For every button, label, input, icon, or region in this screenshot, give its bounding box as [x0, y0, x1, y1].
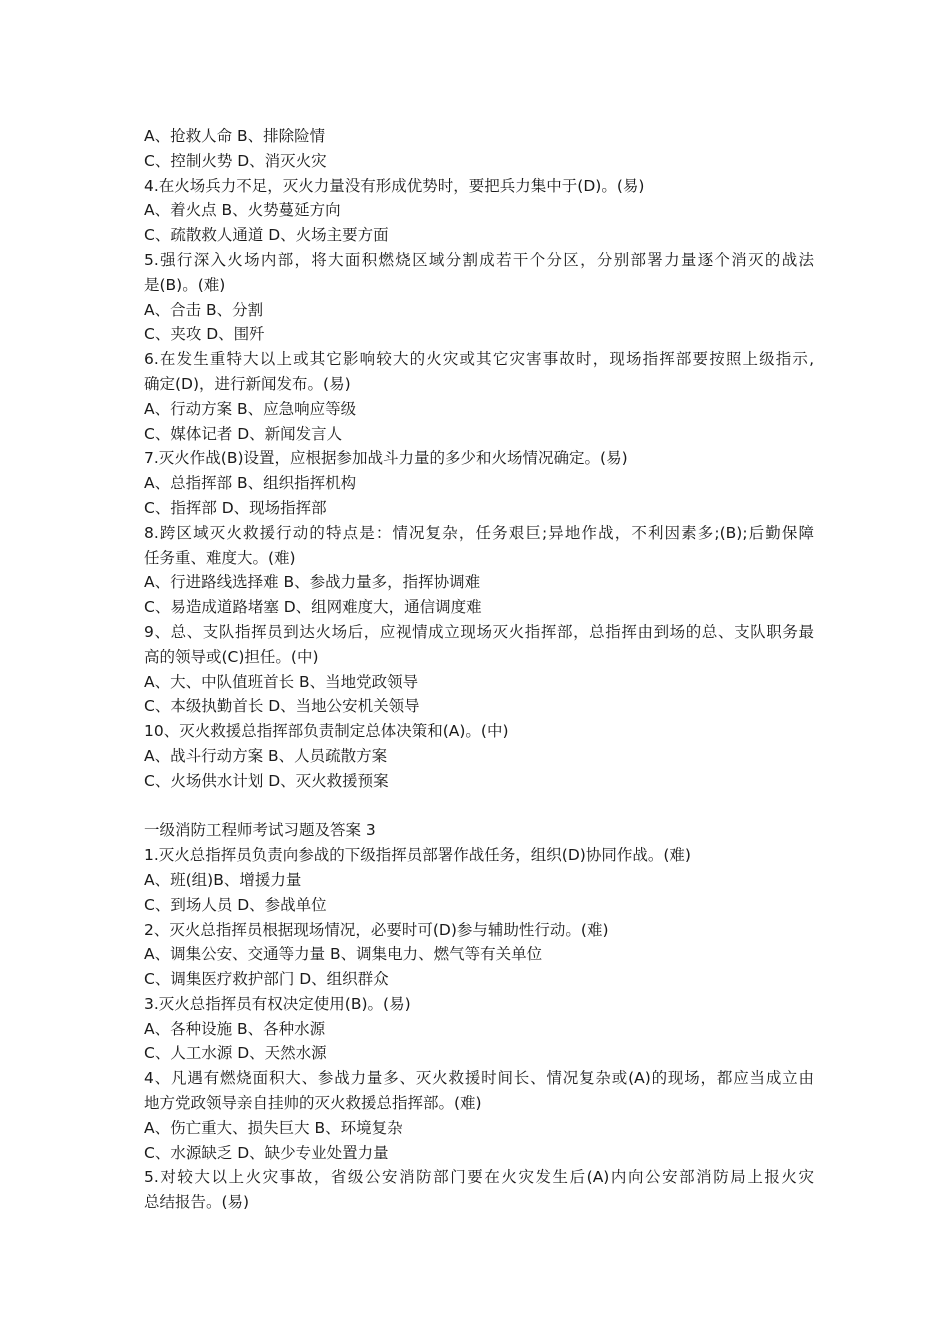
- question-line: 5.强行深入火场内部，将大面积燃烧区域分割成若干个分区，分别部署力量逐个消灭的战法: [144, 250, 814, 269]
- text-line: C、火场供水计划 D、灭火救援预案: [144, 771, 389, 790]
- question-line: 地方党政领导亲自挂帅的灭火救援总指挥部。(难): [144, 1094, 482, 1113]
- question-line: 是(B)。(难): [144, 275, 226, 294]
- question-line: 确定(D)，进行新闻发布。(易): [144, 374, 351, 393]
- question-line: 高的领导或(C)担任。(中): [144, 647, 319, 666]
- text-line: A、行动方案 B、应急响应等级: [144, 399, 357, 418]
- question-line: 10、灭火救援总指挥部负责制定总体决策和(A)。(中): [144, 722, 509, 741]
- text-line: C、人工水源 D、天然水源: [144, 1044, 327, 1063]
- question-line: 7.灭火作战(B)设置，应根据参加战斗力量的多少和火场情况确定。(易): [144, 449, 628, 468]
- text-line: C、调集医疗救护部门 D、组织群众: [144, 970, 389, 989]
- text-line: A、合击 B、分割: [144, 300, 264, 319]
- text-line: C、水源缺乏 D、缺少专业处置力量: [144, 1143, 389, 1162]
- text-line: A、战斗行动方案 B、人员疏散方案: [144, 746, 388, 765]
- question-line: 总结报告。(易): [144, 1193, 250, 1212]
- text-line: A、总指挥部 B、组织指挥机构: [144, 474, 357, 493]
- text-line: C、媒体记者 D、新闻发言人: [144, 424, 343, 443]
- section-heading: 一级消防工程师考试习题及答案 3: [144, 821, 376, 840]
- text-line: C、控制火势 D、消灭火灾: [144, 151, 327, 170]
- question-line: 4、凡遇有燃烧面积大、参战力量多、灭火救援时间长、情况复杂或(A)的现场，都应当成立由: [144, 1069, 814, 1088]
- question-line: 1.灭火总指挥员负责向参战的下级指挥员部署作战任务，组织(D)协同作战。(难): [144, 846, 691, 865]
- question-line: 9、总、支队指挥员到达火场后，应视情成立现场灭火指挥部，总指挥由到场的总、支队职务最: [144, 622, 814, 641]
- blank-line: [144, 794, 814, 819]
- text-line: C、到场人员 D、参战单位: [144, 895, 327, 914]
- question-line: 6.在发生重特大以上或其它影响较大的火灾或其它灾害事故时，现场指挥部要按照上级指示,: [144, 350, 814, 369]
- text-line: A、抢救人命 B、排除险情: [144, 127, 326, 145]
- text-line: C、本级执勤首长 D、当地公安机关领导: [144, 697, 420, 716]
- text-line: C、夹攻 D、围歼: [144, 325, 265, 344]
- question-line: 4.在火场兵力不足，灭火力量没有形成优势时，要把兵力集中于(D)。(易): [144, 176, 645, 195]
- text-line: A、各种设施 B、各种水源: [144, 1019, 326, 1038]
- text-line: C、疏散救人通道 D、火场主要方面: [144, 226, 389, 245]
- question-line: 任务重、难度大。(难): [144, 548, 296, 567]
- question-line: 8.跨区域灭火救援行动的特点是：情况复杂，任务艰巨;异地作战，不利因素多;(B);后勤保障: [144, 523, 814, 542]
- text-line: A、大、中队值班首长 B、当地党政领导: [144, 672, 419, 691]
- text-line: A、调集公安、交通等力量 B、调集电力、燃气等有关单位: [144, 945, 543, 964]
- question-line: 5.对较大以上火灾事故，省级公安消防部门要在火灾发生后(A)内向公安部消防局上报火灾: [144, 1168, 814, 1187]
- text-line: C、指挥部 D、现场指挥部: [144, 498, 327, 517]
- text-line: A、班(组)B、增援力量: [144, 870, 302, 889]
- question-line: 2、灭火总指挥员根据现场情况，必要时可(D)参与辅助性行动。(难): [144, 920, 609, 939]
- text-line: A、伤亡重大、损失巨大 B、环境复杂: [144, 1118, 403, 1137]
- question-line: 3.灭火总指挥员有权决定使用(B)。(易): [144, 994, 411, 1013]
- document-body: [144, 124, 814, 1215]
- text-line: A、行进路线选择难 B、参战力量多，指挥协调难: [144, 573, 481, 592]
- text-line: A、着火点 B、火势蔓延方向: [144, 201, 341, 220]
- text-line: C、易造成道路堵塞 D、组网难度大，通信调度难: [144, 598, 482, 617]
